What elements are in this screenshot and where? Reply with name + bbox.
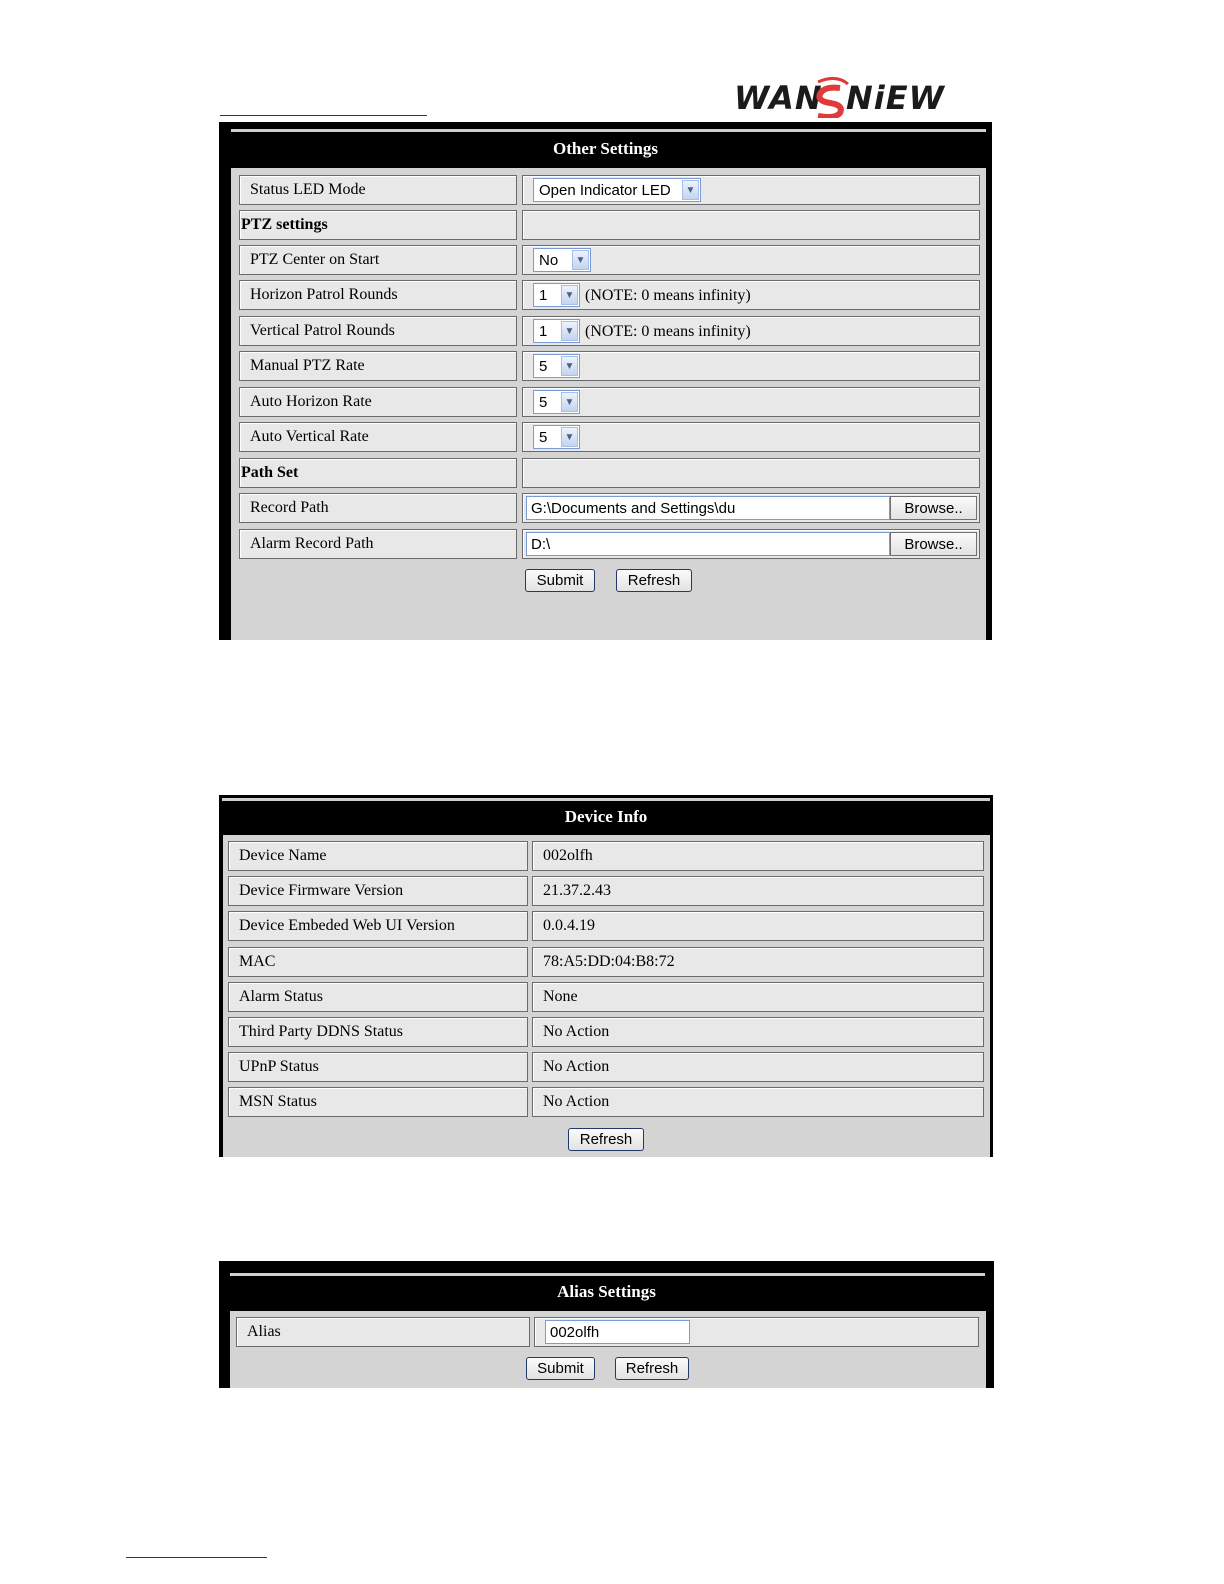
ptz-center-select-value: No xyxy=(539,251,559,269)
record-path-browse-button[interactable]: Browse.. xyxy=(890,496,977,520)
svg-text:WAN: WAN xyxy=(734,79,823,117)
submit-button[interactable]: Submit xyxy=(525,569,595,592)
status-led-select[interactable] xyxy=(533,178,701,202)
panel-divider xyxy=(231,129,986,132)
device-info-label: Device Name xyxy=(228,841,528,871)
panel-divider xyxy=(230,1273,985,1276)
other-settings-panel xyxy=(219,122,992,640)
panel-body xyxy=(223,835,990,1157)
alias-input[interactable]: 002olfh xyxy=(545,1320,690,1344)
auto-vertical-rate-cell xyxy=(522,422,980,452)
device-info-value: None xyxy=(532,982,984,1012)
chevron-down-icon: ▼ xyxy=(561,392,578,412)
path-set-blank xyxy=(522,458,980,488)
auto-vertical-rate-label: Auto Vertical Rate xyxy=(239,422,517,452)
manual-rate-select[interactable] xyxy=(533,354,580,378)
chevron-down-icon: ▼ xyxy=(561,427,578,447)
device-info-refresh-button[interactable]: Refresh xyxy=(568,1128,644,1151)
manual-rate-label: Manual PTZ Rate xyxy=(239,351,517,381)
chevron-down-icon: ▼ xyxy=(682,180,699,200)
vertical-rounds-select[interactable] xyxy=(533,319,580,343)
device-info-label: MSN Status xyxy=(228,1087,528,1117)
device-info-value: 002olfh xyxy=(532,841,984,871)
alarm-record-path-input[interactable]: D:\ xyxy=(526,532,890,556)
footer-link-underline[interactable] xyxy=(126,1557,267,1558)
record-path-label: Record Path xyxy=(239,493,517,523)
horizon-rounds-label: Horizon Patrol Rounds xyxy=(239,280,517,310)
auto-vertical-rate-select[interactable] xyxy=(533,425,580,449)
chevron-down-icon: ▼ xyxy=(561,285,578,305)
device-info-value: No Action xyxy=(532,1052,984,1082)
refresh-button[interactable]: Refresh xyxy=(616,569,692,592)
manual-rate-cell xyxy=(522,351,980,381)
panel-divider xyxy=(222,798,990,801)
svg-text:NiEW: NiEW xyxy=(846,79,945,117)
alias-refresh-button[interactable]: Refresh xyxy=(615,1357,689,1380)
ptz-settings-heading: PTZ settings xyxy=(239,210,517,240)
panel-title: Alias Settings xyxy=(557,1282,656,1301)
device-info-value: No Action xyxy=(532,1017,984,1047)
path-set-heading: Path Set xyxy=(239,458,517,488)
panel-body xyxy=(230,1311,986,1388)
vertical-rounds-label: Vertical Patrol Rounds xyxy=(239,316,517,346)
device-info-label: Device Embeded Web UI Version xyxy=(228,911,528,941)
status-led-label: Status LED Mode xyxy=(239,175,517,205)
auto-horizon-rate-select[interactable] xyxy=(533,390,580,414)
chevron-down-icon: ▼ xyxy=(561,321,578,341)
alarm-record-path-label: Alarm Record Path xyxy=(239,529,517,559)
panel-body xyxy=(231,168,986,640)
alias-submit-button[interactable]: Submit xyxy=(526,1357,595,1380)
auto-vertical-rate-select-value: 5 xyxy=(539,428,548,446)
device-info-value: No Action xyxy=(532,1087,984,1117)
horizon-rounds-select[interactable] xyxy=(533,283,580,307)
horizon-rounds-select-value: 1 xyxy=(539,286,548,304)
panel-title: Other Settings xyxy=(553,139,658,158)
device-info-label: Third Party DDNS Status xyxy=(228,1017,528,1047)
alias-label: Alias xyxy=(236,1317,530,1347)
chevron-down-icon: ▼ xyxy=(561,356,578,376)
device-info-label: UPnP Status xyxy=(228,1052,528,1082)
chevron-down-icon: ▼ xyxy=(572,250,589,270)
status-led-select-value: Open Indicator LED xyxy=(539,181,671,199)
header-link-underline[interactable] xyxy=(220,115,427,116)
manual-rate-select-value: 5 xyxy=(539,357,548,375)
ptz-center-select[interactable] xyxy=(533,248,591,272)
device-info-label: Device Firmware Version xyxy=(228,876,528,906)
alias-settings-panel xyxy=(219,1261,994,1388)
device-info-panel xyxy=(219,795,993,1157)
auto-horizon-rate-cell xyxy=(522,387,980,417)
vertical-rounds-select-value: 1 xyxy=(539,322,548,340)
ptz-settings-blank xyxy=(522,210,980,240)
record-path-input[interactable]: G:\Documents and Settings\du xyxy=(526,496,890,520)
vertical-rounds-note: (NOTE: 0 means infinity) xyxy=(585,323,751,340)
device-info-value: 0.0.4.19 xyxy=(532,911,984,941)
device-info-value: 21.37.2.43 xyxy=(532,876,984,906)
auto-horizon-rate-select-value: 5 xyxy=(539,393,548,411)
device-info-label: Alarm Status xyxy=(228,982,528,1012)
alarm-record-path-browse-button[interactable]: Browse.. xyxy=(890,532,977,556)
wansview-logo xyxy=(732,76,964,118)
device-info-label: MAC xyxy=(228,947,528,977)
device-info-value: 78:A5:DD:04:B8:72 xyxy=(532,947,984,977)
auto-horizon-rate-label: Auto Horizon Rate xyxy=(239,387,517,417)
ptz-center-label: PTZ Center on Start xyxy=(239,245,517,275)
panel-title: Device Info xyxy=(564,807,648,826)
horizon-rounds-note: (NOTE: 0 means infinity) xyxy=(585,287,751,304)
